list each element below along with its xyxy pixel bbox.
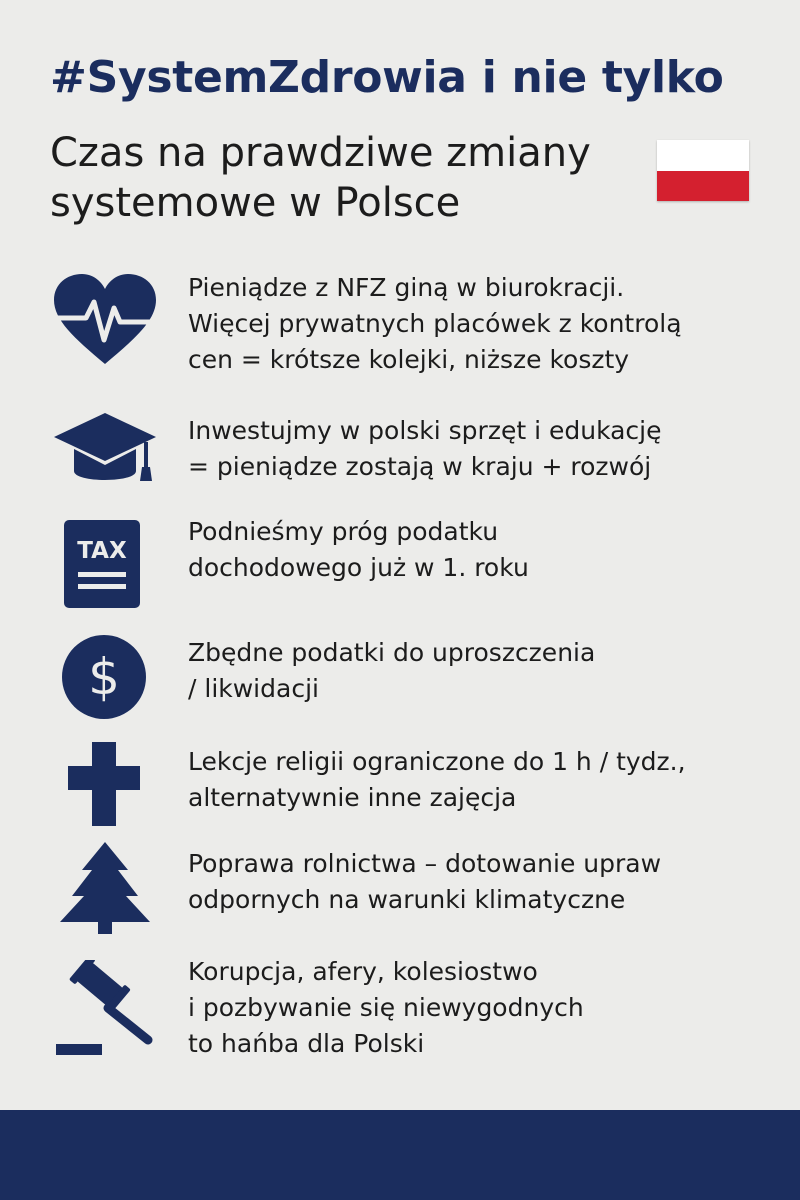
page-subtitle (50, 128, 650, 228)
item-line: = pieniądze zostają w kraju + rozwój (188, 452, 652, 481)
item-line: Więcej prywatnych placówek z kontrolą (188, 309, 682, 338)
item-line: i pozbywanie się niewygodnych (188, 993, 584, 1022)
item-line: alternatywnie inne zajęcja (188, 783, 517, 812)
item-line: odpornych na warunki klimatyczne (188, 885, 626, 914)
item-line: Korupcja, afery, kolesiostwo (188, 957, 538, 986)
item-line: / likwidacji (188, 674, 319, 703)
graduation-cap-icon (50, 405, 160, 505)
item-text (188, 514, 778, 586)
tax-document-icon (50, 518, 160, 618)
item-text (188, 413, 778, 485)
item-text (188, 846, 778, 918)
footer-bar (0, 1110, 800, 1200)
item-line: Zbędne podatki do uproszczenia (188, 638, 596, 667)
pine-tree-icon (50, 842, 160, 942)
dollar-icon-label: $ (88, 648, 120, 706)
item-text (188, 635, 778, 707)
poland-flag-icon (657, 140, 749, 201)
item-line: Podnieśmy próg podatku (188, 517, 499, 546)
dollar-coin-icon (50, 629, 160, 729)
flag-red-stripe (657, 171, 749, 202)
item-line: cen = krótsze kolejki, niższe koszty (188, 345, 630, 374)
heart-pulse-icon (50, 272, 160, 372)
tax-icon-label: TAX (77, 538, 127, 564)
page-title: #SystemZdrowia i nie tylko (50, 52, 724, 103)
item-line: to hańba dla Polski (188, 1029, 425, 1058)
subtitle-line: systemowe w Polsce (50, 180, 461, 226)
item-line: Pieniądze z NFZ giną w biurokracji. (188, 273, 625, 302)
flag-white-stripe (657, 140, 749, 171)
item-line: dochodowego już w 1. roku (188, 553, 529, 582)
gavel-icon (50, 960, 160, 1060)
item-line: Lekcje religii ograniczone do 1 h / tydz., (188, 747, 686, 776)
item-line: Inwestujmy w polski sprzęt i edukację (188, 416, 662, 445)
item-text (188, 270, 778, 378)
cross-icon (50, 740, 160, 840)
subtitle-line: Czas na prawdziwe zmiany (50, 130, 591, 176)
item-text (188, 744, 778, 816)
item-text (188, 954, 778, 1062)
item-line: Poprawa rolnictwa – dotowanie upraw (188, 849, 662, 878)
